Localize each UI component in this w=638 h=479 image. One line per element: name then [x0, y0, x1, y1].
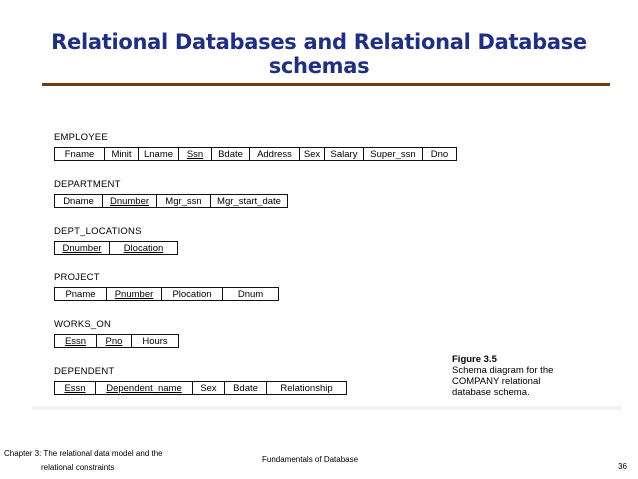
- relation-employee: [54, 132, 457, 161]
- relation-dependent: [54, 366, 347, 395]
- key-attribute-cell: [95, 381, 192, 395]
- attribute-cell: [131, 334, 179, 348]
- key-attribute-cell: [109, 241, 178, 255]
- attribute-row: [54, 194, 288, 208]
- key-attribute-cell: [178, 147, 211, 161]
- attribute-cell: [192, 381, 224, 395]
- attribute-label: Salary: [330, 149, 358, 160]
- relation-dept-locations: [54, 226, 178, 255]
- figure-number: Figure 3.5: [452, 354, 497, 365]
- attribute-row: [54, 287, 279, 301]
- attribute-label: Dno: [430, 149, 449, 160]
- attribute-cell: [104, 147, 138, 161]
- relation-name: PROJECT: [54, 272, 100, 283]
- attribute-label: Dname: [63, 196, 94, 207]
- attribute-cell: [224, 381, 266, 395]
- footer-chapter-line: Chapter 3: The relational data model and the: [4, 449, 163, 458]
- attribute-row: [54, 147, 457, 161]
- page-number: 36: [618, 462, 627, 471]
- attribute-label: Pname: [65, 289, 96, 300]
- attribute-cell: [156, 194, 210, 208]
- attribute-label: Essn: [64, 336, 87, 347]
- attribute-cell: [299, 147, 324, 161]
- relation-department: [54, 179, 288, 208]
- key-attribute-cell: [54, 381, 95, 395]
- attribute-cell: [54, 147, 104, 161]
- slide-title: Relational Databases and Relational Database schemas: [51, 30, 587, 78]
- attribute-label: Dependent_name: [106, 383, 182, 394]
- attribute-row: [54, 381, 347, 395]
- attribute-label: Super_ssn: [370, 149, 416, 160]
- relation-name: WORKS_ON: [54, 319, 112, 330]
- attribute-label: Hours: [142, 336, 168, 347]
- relation-name: DEPENDENT: [54, 366, 115, 377]
- title-divider: [42, 83, 610, 86]
- footer-chapter-line: relational constraints: [41, 463, 115, 472]
- key-attribute-cell: [54, 241, 109, 255]
- attribute-cell: [266, 381, 347, 395]
- attribute-label: Dnum: [237, 289, 264, 300]
- attribute-label: Pno: [105, 336, 123, 347]
- attribute-cell: [210, 194, 288, 208]
- attribute-label: Dlocation: [123, 243, 164, 254]
- key-attribute-cell: [106, 287, 161, 301]
- attribute-label: Mgr_start_date: [217, 196, 281, 207]
- attribute-cell: [211, 147, 249, 161]
- figure-caption-line: COMPANY relational: [452, 376, 541, 387]
- attribute-label: Sex: [200, 383, 217, 394]
- attribute-cell: [222, 287, 279, 301]
- attribute-label: Address: [257, 149, 292, 160]
- attribute-label: Plocation: [172, 289, 212, 300]
- relation-name: EMPLOYEE: [54, 132, 108, 143]
- attribute-label: Fname: [64, 149, 95, 160]
- attribute-label: Dnumber: [109, 196, 150, 207]
- figure-caption: [452, 354, 553, 398]
- attribute-label: Relationship: [280, 383, 333, 394]
- attribute-label: Ssn: [186, 149, 204, 160]
- attribute-label: Minit: [111, 149, 132, 160]
- attribute-label: Bdate: [233, 383, 258, 394]
- attribute-cell: [54, 194, 102, 208]
- attribute-label: Pnumber: [114, 289, 154, 300]
- key-attribute-cell: [96, 334, 131, 348]
- relation-works-on: [54, 319, 179, 348]
- attribute-label: Essn: [64, 383, 86, 394]
- attribute-row: [54, 334, 179, 348]
- key-attribute-cell: [54, 334, 96, 348]
- relation-project: [54, 272, 279, 301]
- key-attribute-cell: [102, 194, 156, 208]
- attribute-label: Lname: [143, 149, 174, 160]
- relation-name: DEPARTMENT: [54, 179, 121, 190]
- attribute-label: Sex: [303, 149, 321, 160]
- attribute-cell: [138, 147, 178, 161]
- attribute-cell: [249, 147, 299, 161]
- attribute-cell: [324, 147, 363, 161]
- figure-shadow: [32, 406, 622, 410]
- attribute-cell: [161, 287, 222, 301]
- footer-course: Fundamentals of Database: [262, 455, 359, 464]
- attribute-cell: [363, 147, 422, 161]
- attribute-cell: [422, 147, 457, 161]
- attribute-cell: [54, 287, 106, 301]
- attribute-row: [54, 241, 178, 255]
- figure-caption-line: database schema.: [452, 387, 530, 398]
- footer-chapter: [4, 447, 163, 475]
- figure-caption-line: Schema diagram for the: [452, 365, 554, 376]
- attribute-label: Mgr_ssn: [165, 196, 202, 207]
- attribute-label: Dnumber: [62, 243, 102, 254]
- attribute-label: Bdate: [218, 149, 243, 160]
- relation-name: DEPT_LOCATIONS: [54, 226, 142, 237]
